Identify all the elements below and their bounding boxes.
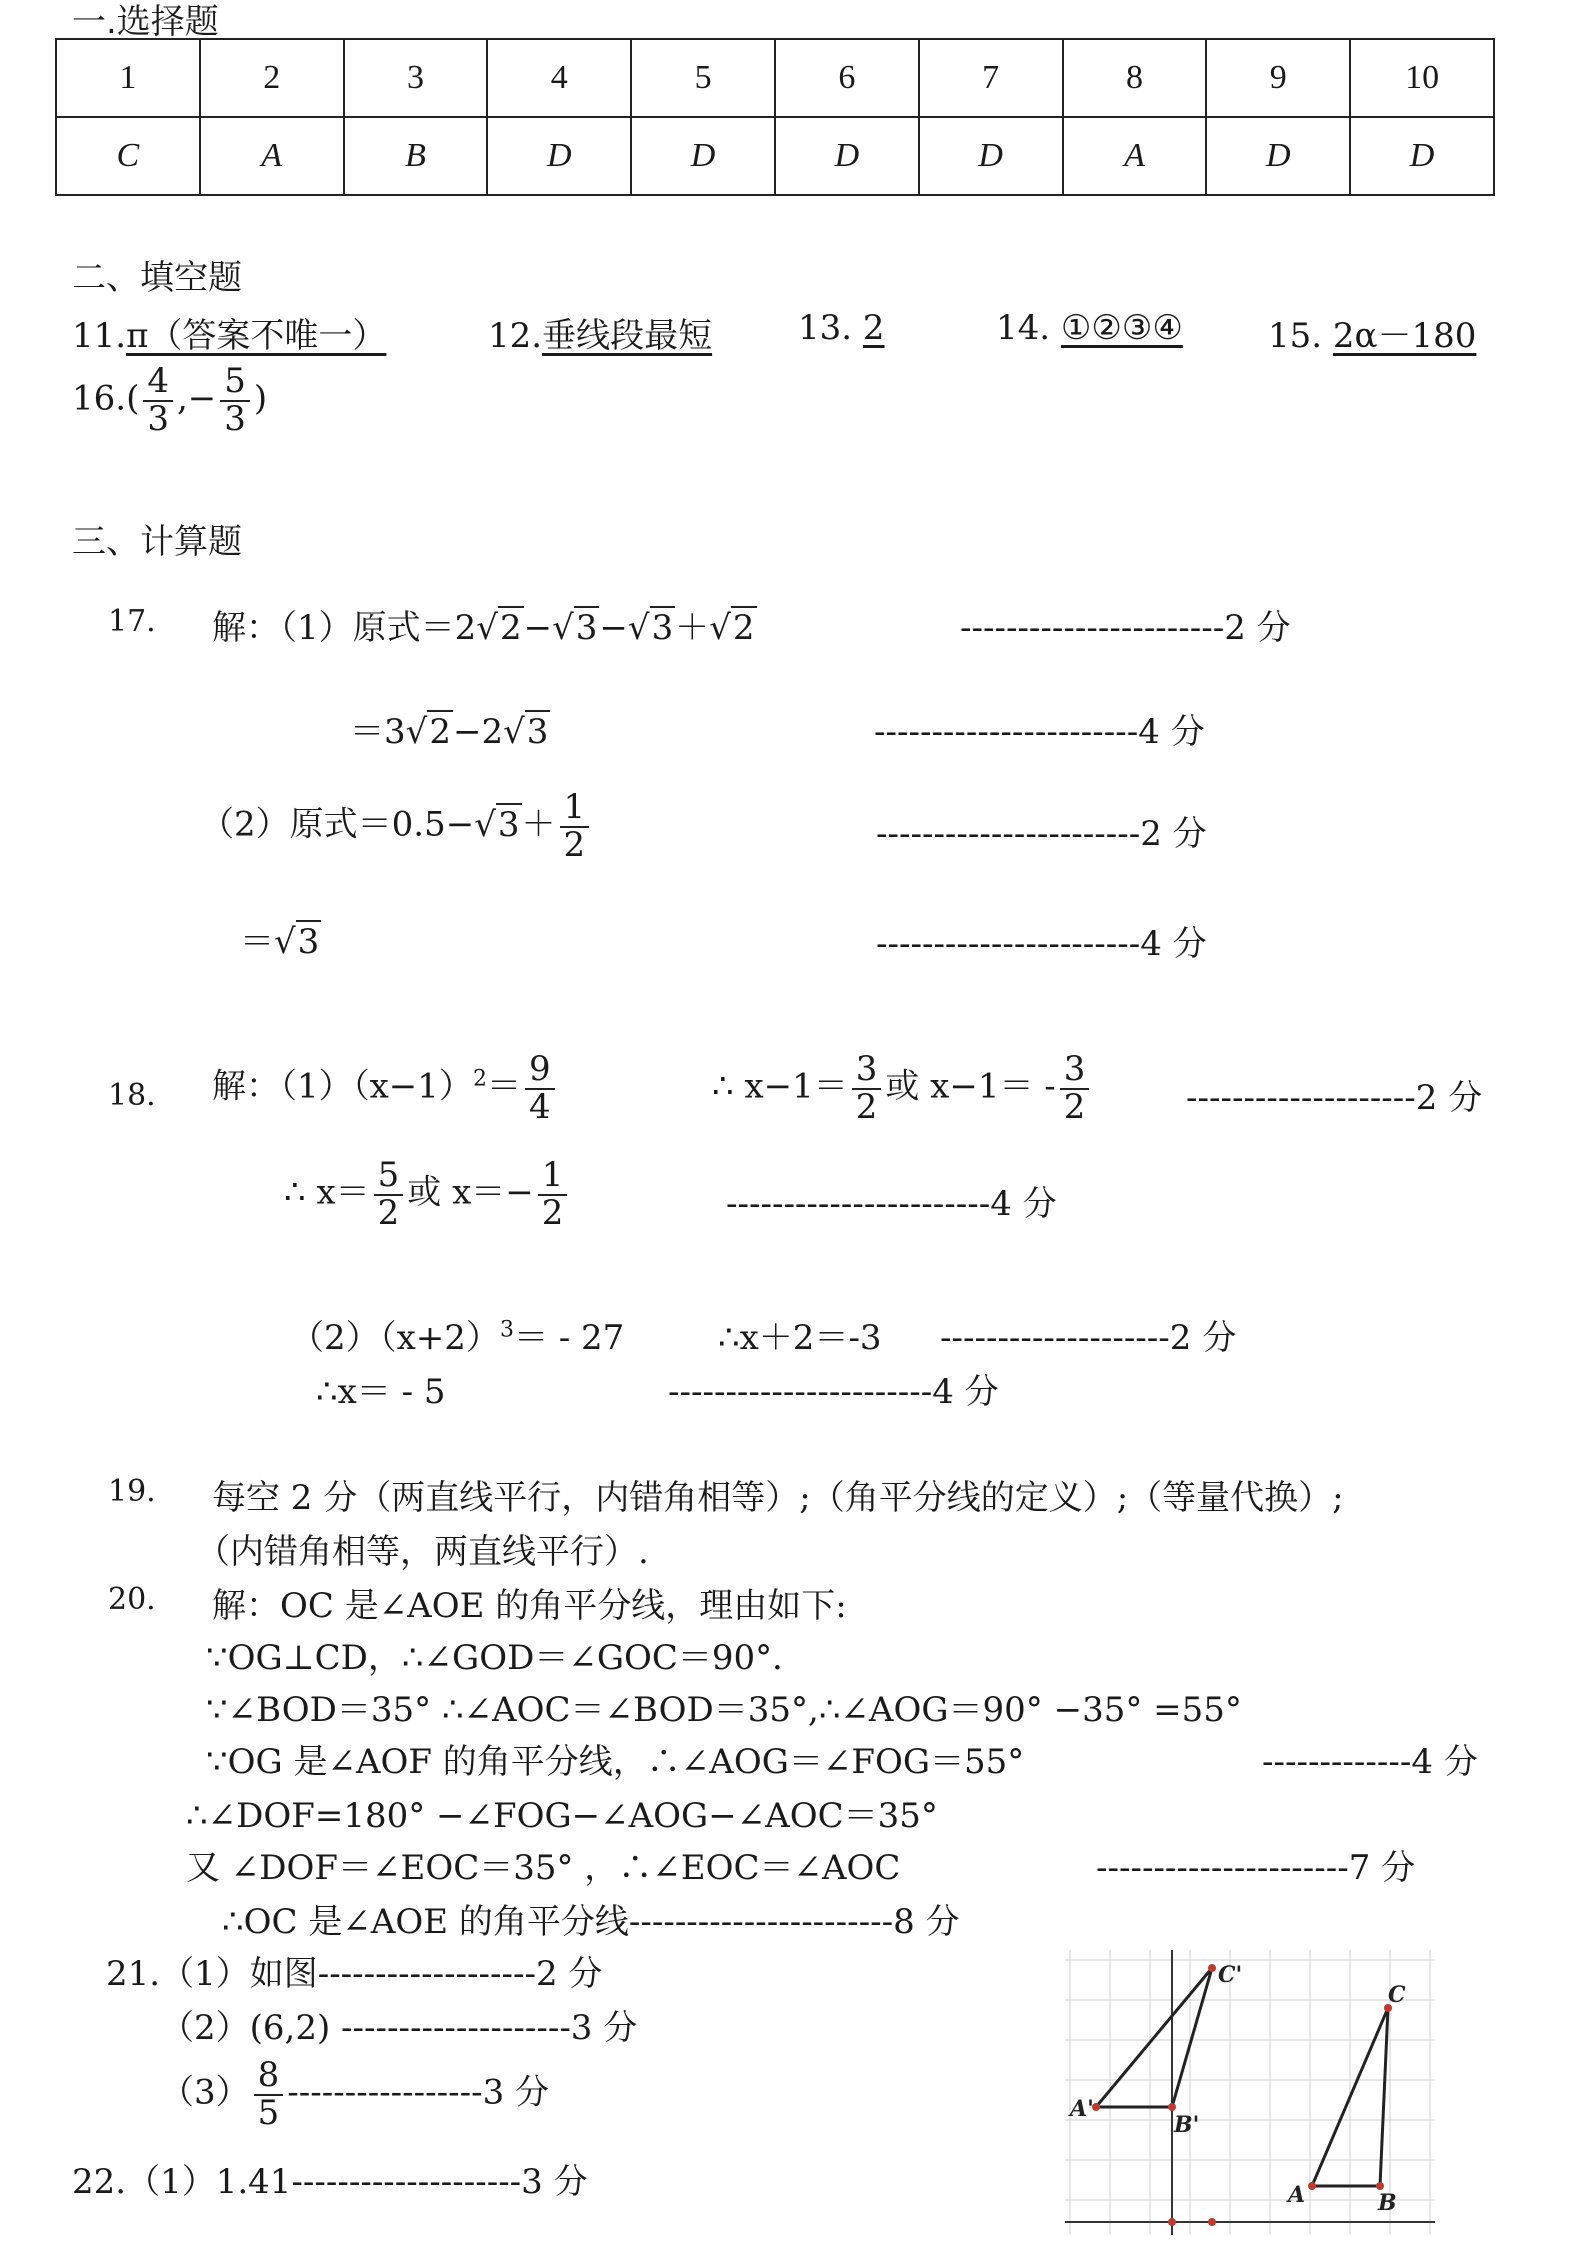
fill-q16 xyxy=(72,361,268,439)
q18-line2: ∴ x＝ $\frac{5}{2}$ 或 x＝− $\frac{1}{2}$ xyxy=(284,1158,571,1231)
q17-score4: -----------------------4 分 xyxy=(876,924,1207,964)
q13-answer: 2 xyxy=(862,308,885,348)
question-number: 5 xyxy=(631,39,775,117)
question-number: 1 xyxy=(56,39,200,117)
q21-line2: （2）(6,2) --------------------3 分 xyxy=(160,2008,638,2048)
q14-answer: ①②③④ xyxy=(1060,308,1183,348)
q18-line1-right: ∴ x−1＝ $\frac{3}{2}$ 或 x−1＝ - $\frac{3}{2}$ xyxy=(712,1052,1093,1125)
q20-number: 20. xyxy=(108,1582,156,1617)
q16-prefix: 16.( xyxy=(72,378,140,419)
answer-letter: D xyxy=(1350,117,1494,195)
q21-line1: 21.（1）如图-------------------2 分 xyxy=(106,1954,603,1994)
q20-line5: ∴∠DOF=180° −∠FOG−∠AOG−∠AOC＝35° xyxy=(186,1796,938,1836)
q17-score1: -----------------------2 分 xyxy=(960,608,1291,648)
triangle-a-prime xyxy=(1096,1968,1212,2107)
fill-q14 xyxy=(996,308,1183,348)
question-number: 10 xyxy=(1350,39,1494,117)
q11-number: 11. xyxy=(72,316,127,356)
question-number: 8 xyxy=(1063,39,1207,117)
q17-score3: -----------------------2 分 xyxy=(876,814,1207,854)
q17-line4: ＝√3 xyxy=(240,922,320,962)
answer-table-answer-row xyxy=(56,117,1494,195)
q14-number: 14. xyxy=(996,308,1051,348)
q20-score4: -------------4 分 xyxy=(1262,1742,1478,1782)
answer-table-header-row xyxy=(56,39,1494,117)
fraction: $\frac{9}{4}$ xyxy=(525,1052,555,1125)
fill-q15 xyxy=(1268,308,1476,357)
q18-line3: $(2)(x+2)^3= - 27$ xyxy=(290,1317,625,1358)
q20-score6: ----------------------7 分 xyxy=(1096,1848,1416,1888)
question-number: 7 xyxy=(919,39,1063,117)
q20-line7: ∴OC 是∠AOE 的角平分线-----------------------8 分 xyxy=(222,1902,960,1942)
question-number: 6 xyxy=(775,39,919,117)
label-b: B xyxy=(1378,2190,1397,2216)
answer-letter: D xyxy=(631,117,775,195)
q17-line1: 解：（1）原式＝2√2−√3−√3＋√2 xyxy=(212,608,755,648)
q20-line4: ∵OG 是∠AOF 的角平分线，∴∠AOG＝∠FOG＝55° xyxy=(206,1742,1025,1782)
fraction: $\frac{3}{2}$ xyxy=(1060,1052,1090,1125)
answer-letter: A xyxy=(1063,117,1207,195)
q12-number: 12. xyxy=(488,316,543,356)
answer-letter: A xyxy=(200,117,344,195)
label-a: A xyxy=(1288,2182,1306,2208)
q18-score1: --------------------2 分 xyxy=(1186,1078,1483,1118)
question-number: 2 xyxy=(200,39,344,117)
q19-number: 19. xyxy=(108,1474,156,1509)
q22-line1: 22.（1）1.41--------------------3 分 xyxy=(72,2162,588,2202)
q18-number: 18. xyxy=(108,1078,156,1113)
q13-number: 13. xyxy=(798,308,853,348)
label-c-prime: C' xyxy=(1218,1962,1243,1988)
q20-line1: 解：OC 是∠AOE 的角平分线，理由如下: xyxy=(212,1586,847,1626)
question-number: 3 xyxy=(344,39,488,117)
q19-line1: 每空 2 分（两直线平行，内错角相等）;（角平分线的定义）;（等量代换）; xyxy=(212,1478,1344,1518)
q12-answer: 垂线段最短 xyxy=(542,316,713,356)
q16-separator: ,− xyxy=(176,378,217,419)
q17-score2: -----------------------4 分 xyxy=(874,712,1205,752)
fill-q11 xyxy=(72,308,386,357)
fraction: $\frac{3}{2}$ xyxy=(852,1052,882,1125)
answer-letter: D xyxy=(919,117,1063,195)
answer-letter: D xyxy=(775,117,919,195)
fill-q13 xyxy=(798,308,885,348)
q17-number: 17. xyxy=(108,604,156,639)
q11-answer: π（答案不唯一） xyxy=(126,316,387,356)
answer-table xyxy=(55,38,1495,196)
fraction: $\frac{1}{2}$ xyxy=(560,790,590,863)
fraction: $\frac{5}{2}$ xyxy=(374,1158,404,1231)
q16-suffix: ) xyxy=(253,378,268,419)
q15-number: 15. xyxy=(1268,316,1323,356)
answer-letter: D xyxy=(1206,117,1350,195)
q18-score3: --------------------2 分 xyxy=(940,1318,1237,1358)
label-a-prime: A' xyxy=(1070,2096,1094,2122)
fraction: $\frac{4}{3}$ xyxy=(143,364,173,437)
q17-line3: （2）原式＝0.5−√3＋ $\frac{1}{2}$ xyxy=(200,790,593,863)
q21-line3: （3） $\frac{8}{5}$ -----------------3 分 xyxy=(160,2055,550,2133)
label-c: C xyxy=(1388,1982,1406,2008)
q20-line2: ∵OG⊥CD，∴∠GOD＝∠GOC＝90°． xyxy=(206,1638,807,1678)
section-title-fill: 二、填空题 xyxy=(72,258,242,298)
answer-letter: D xyxy=(487,117,631,195)
q18-line1-left: 解：$(1)(x-1)^2=$ $\frac{9}{4}$ xyxy=(212,1052,559,1125)
fraction: $\frac{8}{5}$ xyxy=(254,2058,284,2131)
label-b-prime: B' xyxy=(1174,2112,1200,2138)
fraction: $\frac{5}{3}$ xyxy=(220,364,250,437)
section-title-choice: 一.选择题 xyxy=(72,2,219,42)
q18-line4: ∴x＝ - 5 xyxy=(316,1372,446,1412)
q20-line6: 又 ∠DOF＝∠EOC＝35° ，∴∠EOC＝∠AOC xyxy=(186,1848,901,1888)
q21-grid-figure xyxy=(1060,1940,1440,2240)
fraction: $\frac{1}{2}$ xyxy=(538,1158,568,1231)
q18-score4: -----------------------4 分 xyxy=(668,1372,999,1412)
answer-letter: C xyxy=(56,117,200,195)
q18-line3-mid: ∴x＋2＝-3 xyxy=(718,1318,882,1358)
answer-letter: B xyxy=(344,117,488,195)
q18-score2: -----------------------4 分 xyxy=(726,1184,1057,1224)
fill-q12 xyxy=(488,308,712,357)
q20-line3: ∵∠BOD＝35° ∴∠AOC＝∠BOD＝35°,∴∠AOG＝90° −35° =55° xyxy=(206,1690,1242,1730)
q15-answer: 2α－180 xyxy=(1332,316,1477,356)
q17-line2: ＝3√2−2√3 xyxy=(350,712,549,752)
section-title-calc: 三、计算题 xyxy=(72,522,242,562)
q19-line2: （内错角相等，两直线平行）. xyxy=(196,1532,649,1572)
question-number: 4 xyxy=(487,39,631,117)
question-number: 9 xyxy=(1206,39,1350,117)
